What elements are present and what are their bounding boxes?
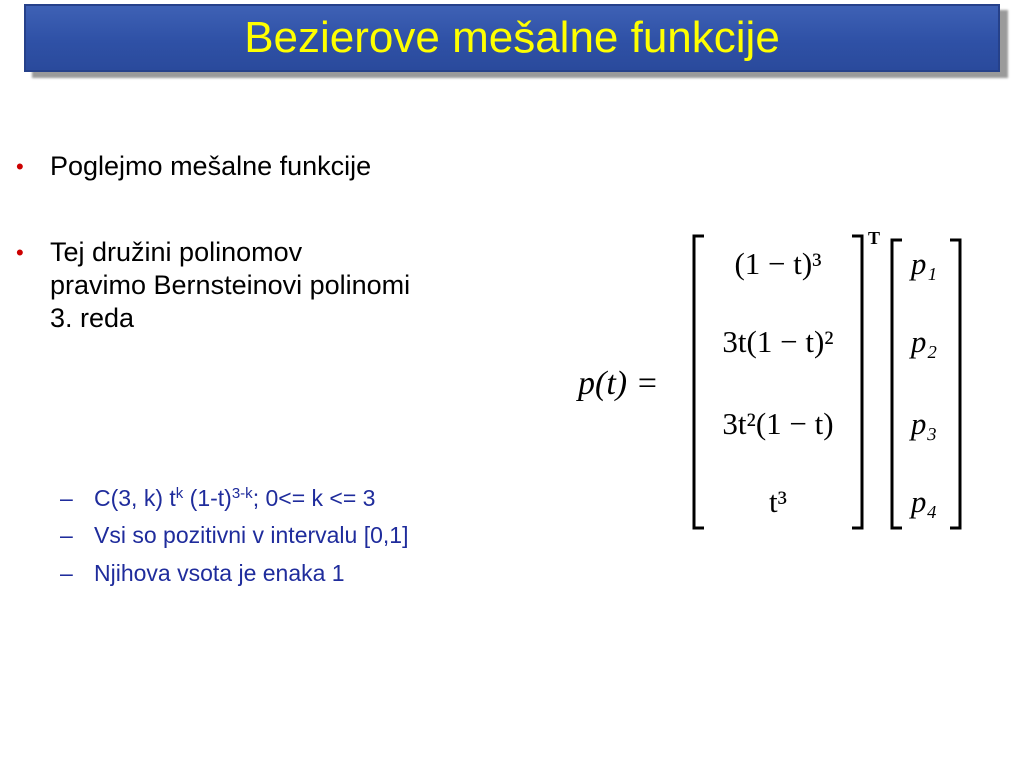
vector-left-bracket	[892, 240, 902, 528]
bullet-text	[50, 236, 410, 335]
matrix-right-bracket	[852, 236, 862, 528]
sub-bullet-part: C(3, k) t	[94, 485, 176, 511]
sub-bullet-text	[94, 484, 375, 512]
vector-right-bracket	[950, 240, 960, 528]
sub-bullet-part: (1-t)	[183, 485, 232, 511]
sub-bullet-text: Njihova vsota je enaka 1	[94, 560, 345, 586]
bullet-text: Poglejmo mešalne funkcije	[50, 151, 372, 181]
bullet-text-line: Tej družini polinomov	[50, 237, 303, 267]
matrix-row-3: 3t²(1 − t)	[722, 406, 834, 441]
transpose-symbol: T	[868, 228, 881, 248]
bullet-text-line: pravimo Bernsteinovi polinomi	[50, 270, 411, 300]
matrix-row-1: (1 − t)³	[734, 246, 822, 281]
bullet-text-line: 3. reda	[50, 303, 135, 333]
sub-bullet-marker: –	[60, 485, 73, 511]
bullet-item	[16, 236, 536, 346]
sub-bullet-marker: –	[60, 522, 73, 548]
vector-entry-1: p₁	[910, 246, 938, 281]
matrix-row-2: 3t(1 − t)²	[722, 324, 834, 359]
matrix-left-bracket	[694, 236, 704, 528]
vector-entry-2: p₂	[910, 324, 938, 359]
bullet-marker: •	[16, 154, 24, 179]
bullet-item	[16, 150, 616, 190]
superscript: k	[175, 485, 184, 502]
bullet-marker: •	[16, 240, 24, 265]
matrix-row-4: t³	[769, 484, 787, 519]
title-bar	[24, 4, 1000, 72]
formula-graphic	[570, 222, 980, 542]
slide-title: Bezierove mešalne funkcije	[244, 13, 780, 62]
superscript: 3-k	[231, 485, 253, 502]
bernstein-formula	[570, 222, 980, 542]
sub-bullet-marker: –	[60, 560, 73, 586]
formula-lhs: p(t) =	[578, 365, 659, 402]
sub-bullet-part: ; 0<= k <= 3	[252, 485, 376, 511]
vector-entry-4: p₄	[910, 484, 938, 519]
vector-entry-3: p₃	[910, 406, 938, 441]
sub-bullet-text: Vsi so pozitivni v intervalu [0,1]	[94, 522, 409, 548]
